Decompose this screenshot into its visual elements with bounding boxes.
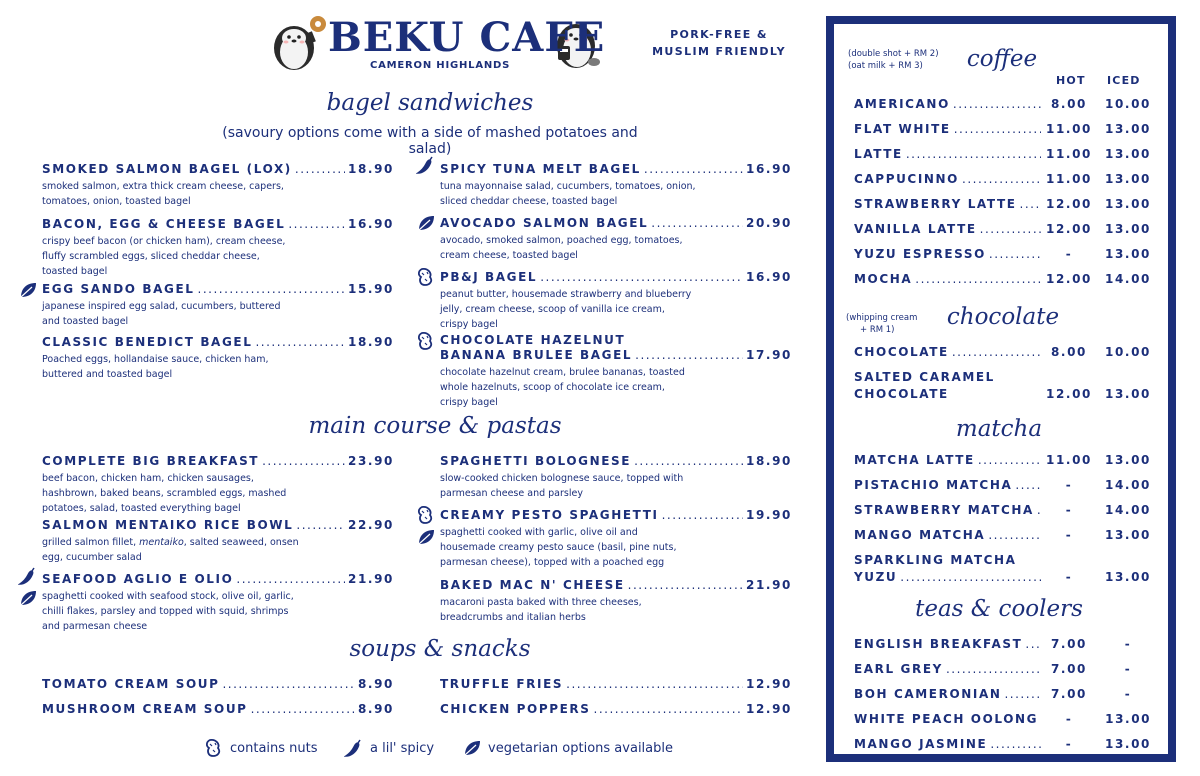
drink-hot-price: -: [1065, 478, 1073, 492]
drink-name: MANGO MATCHA: [854, 528, 986, 542]
drink-iced-price: 10.00: [1105, 97, 1151, 111]
drink-iced-price: -: [1124, 637, 1132, 651]
drink-hot-price: 11.00: [1046, 147, 1092, 161]
item-description: avocado, smoked salmon, poached egg, tomatoes, cream cheese, toasted bagel: [440, 235, 683, 261]
menu-item: [42, 217, 394, 279]
desc-italic: mentaiko: [139, 537, 184, 548]
item-price: 21.90: [348, 572, 394, 586]
drink-iced-price: 14.00: [1105, 503, 1151, 517]
menu-item: [440, 578, 792, 625]
item-price: 16.90: [746, 162, 792, 176]
item-name: SEAFOOD AGLIO E OLIO: [42, 572, 234, 586]
bagels-section-title: bagel sandwiches: [326, 90, 534, 116]
menu-item: [42, 335, 394, 382]
drink-name: EARL GREY: [854, 662, 943, 676]
drink-row: [854, 478, 1159, 493]
drink-row: [854, 147, 1159, 162]
item-price: 8.90: [357, 702, 394, 716]
coffee-note: [848, 48, 939, 72]
drink-name: ENGLISH BREAKFAST: [854, 637, 1023, 651]
chocolate-note-line: + RM 1): [860, 325, 895, 335]
drink-row: [854, 687, 1159, 702]
drink-name: STRAWBERRY LATTE: [854, 197, 1017, 211]
coffee-note-line: (oat milk + RM 3): [848, 61, 923, 71]
chocolate-title: chocolate: [946, 304, 1060, 330]
drink-name: AMERICANO: [854, 97, 950, 111]
menu-item: [42, 702, 394, 717]
drink-row: [854, 637, 1159, 652]
drink-iced-price: 13.00: [1105, 197, 1151, 211]
drink-name: BOH CAMERONIAN: [854, 687, 1002, 701]
item-name: CREAMY PESTO SPAGHETTI: [440, 508, 659, 522]
item-name: EGG SANDO BAGEL: [42, 282, 195, 296]
menu-item: [42, 677, 394, 692]
item-description: beef bacon, chicken ham, chicken sausages, hashbrown, baked beans, scrambled eggs, mashed potatoes, salad, toasted everything bagel: [42, 473, 287, 514]
hot-column-header: HOT: [1056, 74, 1086, 87]
drink-name: PISTACHIO MATCHA: [854, 478, 1013, 492]
drink-hot-price: 7.00: [1050, 637, 1087, 651]
menu-item: [440, 162, 792, 209]
leaf-icon: [18, 588, 38, 608]
menu-item: [42, 162, 394, 209]
peanut-icon: [416, 267, 436, 287]
item-name: CHOCOLATE HAZELNUT BANANA BRULEE BAGEL: [440, 333, 633, 362]
drink-row: [854, 345, 1159, 360]
drink-row: [854, 662, 1159, 677]
drink-name: YUZU: [854, 570, 898, 584]
item-description: spaghetti cooked with garlic, olive oil and housemade creamy pesto sauce (basil, pine nuts, parmesan cheese), topped with a poached egg: [440, 527, 677, 568]
drinks-panel-inner: [834, 24, 1168, 754]
item-price: 16.90: [348, 217, 394, 231]
item-price: 12.90: [746, 702, 792, 716]
drink-name: CHOCOLATE: [854, 387, 949, 401]
menu-item: [42, 282, 394, 329]
soups-section-title: soups & snacks: [349, 636, 531, 662]
legend-veg: [462, 738, 673, 758]
item-name: SMOKED SALMON BAGEL (LOX): [42, 162, 292, 176]
drink-iced-price: -: [1124, 662, 1132, 676]
bagels-section-subtitle: (savoury options come with a side of mashed potatoes and salad): [222, 125, 638, 157]
drink-iced-price: 13.00: [1105, 737, 1151, 751]
item-price: 21.90: [746, 578, 792, 592]
menu-item: [42, 454, 394, 516]
peanut-icon: [416, 505, 436, 525]
menu-item: [440, 702, 792, 717]
cafe-location: CAMERON HIGHLANDS: [370, 60, 511, 71]
drink-row: [854, 97, 1159, 112]
peanut-icon: [416, 331, 436, 351]
drink-iced-price: -: [1124, 687, 1132, 701]
leaf-icon: [18, 280, 38, 300]
item-description: smoked salmon, extra thick cream cheese, capers, tomatoes, onion, toasted bagel: [42, 181, 284, 207]
drink-hot-price: 8.00: [1050, 345, 1087, 359]
drink-row: [854, 737, 1159, 752]
drink-row: [854, 222, 1159, 237]
drink-hot-price: 11.00: [1046, 172, 1092, 186]
drink-hot-price: 8.00: [1050, 97, 1087, 111]
item-description: [42, 535, 394, 565]
drink-hot-price: 12.00: [1046, 387, 1092, 401]
leaf-icon: [462, 738, 482, 758]
drink-iced-price: 13.00: [1105, 172, 1151, 186]
drink-iced-price: 13.00: [1105, 222, 1151, 236]
item-name: TOMATO CREAM SOUP: [42, 677, 220, 691]
legend-nuts: [204, 738, 318, 758]
drink-hot-price: 11.00: [1046, 453, 1092, 467]
drink-hot-price: 7.00: [1050, 662, 1087, 676]
drink-hot-price: 12.00: [1046, 197, 1092, 211]
drink-iced-price: 13.00: [1105, 453, 1151, 467]
drink-name: YUZU ESPRESSO: [854, 247, 986, 261]
item-price: 8.90: [357, 677, 394, 691]
item-price: 20.90: [746, 216, 792, 230]
drink-name: STRAWBERRY MATCHA: [854, 503, 1034, 517]
item-description: crispy beef bacon (or chicken ham), cream cheese, fluffy scrambled eggs, sliced cheddar cheese, toasted bagel: [42, 236, 286, 277]
item-name: MUSHROOM CREAM SOUP: [42, 702, 248, 716]
item-description: slow-cooked chicken bolognese sauce, topped with parmesan cheese and parsley: [440, 473, 684, 499]
drink-name: VANILLA LATTE: [854, 222, 977, 236]
item-description: chocolate hazelnut cream, brulee bananas, toasted whole hazelnuts, scoop of chocolate ice cream, crispy bagel: [440, 367, 685, 408]
drink-row: [854, 172, 1159, 187]
drink-hot-price: 12.00: [1046, 222, 1092, 236]
drink-row: [854, 712, 1159, 727]
drink-row: [854, 370, 1159, 402]
item-price: 18.90: [746, 454, 792, 468]
drink-iced-price: 14.00: [1105, 478, 1151, 492]
drink-hot-price: 7.00: [1050, 687, 1087, 701]
mains-section-title: main course & pastas: [308, 413, 562, 439]
drink-iced-price: 13.00: [1105, 387, 1151, 401]
item-description: macaroni pasta baked with three cheeses, breadcrumbs and italian herbs: [440, 597, 642, 623]
drink-iced-price: 14.00: [1105, 272, 1151, 286]
item-description: tuna mayonnaise salad, cucumbers, tomatoes, onion, sliced cheddar cheese, toasted bagel: [440, 181, 696, 207]
drink-row: [854, 553, 1159, 585]
chocolate-note-line: (whipping cream: [846, 313, 918, 323]
drink-row: [854, 122, 1159, 137]
penguin-donut-icon: [266, 14, 328, 74]
iced-column-header: ICED: [1107, 74, 1141, 87]
drink-iced-price: 13.00: [1105, 122, 1151, 136]
badge-line-1: PORK-FREE &: [670, 28, 768, 41]
item-price: 15.90: [348, 282, 394, 296]
item-name: COMPLETE BIG BREAKFAST: [42, 454, 260, 468]
pork-free-badge: [644, 26, 794, 60]
item-price: 16.90: [746, 270, 792, 284]
peanut-icon: [204, 738, 224, 758]
menu-item: [440, 216, 792, 263]
item-price: 12.90: [746, 677, 792, 691]
item-description: japanese inspired egg salad, cucumbers, buttered and toasted bagel: [42, 301, 281, 327]
menu-item: [440, 508, 792, 570]
teas-title: teas & coolers: [915, 596, 1083, 622]
item-price: 23.90: [348, 454, 394, 468]
desc-part: , salted seaweed, onsen egg, cucumber salad: [42, 537, 299, 563]
drink-hot-price: -: [1065, 570, 1073, 584]
leaf-icon: [416, 213, 436, 233]
menu-item: [42, 572, 394, 634]
drink-iced-price: 13.00: [1105, 528, 1151, 542]
drink-hot-price: -: [1065, 528, 1073, 542]
drink-row: [854, 528, 1159, 543]
menu-item: [440, 270, 792, 332]
drink-name: CHOCOLATE: [854, 345, 949, 359]
drink-name: CAPPUCINNO: [854, 172, 959, 186]
legend-label: a lil' spicy: [370, 740, 435, 756]
item-name: SPICY TUNA MELT BAGEL: [440, 162, 641, 176]
drink-hot-price: 12.00: [1046, 272, 1092, 286]
item-name: TRUFFLE FRIES: [440, 677, 564, 691]
drinks-panel: [826, 16, 1176, 762]
drink-name: WHITE PEACH OOLONG: [854, 712, 1039, 726]
drink-iced-price: 10.00: [1105, 345, 1151, 359]
item-name: PB&J BAGEL: [440, 270, 538, 284]
item-price: 19.90: [746, 508, 792, 522]
drink-hot-price: 11.00: [1046, 122, 1092, 136]
drink-name: MATCHA LATTE: [854, 453, 975, 467]
item-name: SALMON MENTAIKO RICE BOWL: [42, 518, 294, 532]
drink-row: [854, 197, 1159, 212]
item-name: CHICKEN POPPERS: [440, 702, 591, 716]
drink-row: [854, 272, 1159, 287]
drink-name: MOCHA: [854, 272, 913, 286]
cafe-name: BEKU CAFE: [328, 14, 606, 61]
chocolate-note: [846, 312, 917, 336]
drink-name-line: SALTED CARAMEL: [854, 370, 995, 384]
item-name: SPAGHETTI BOLOGNESE: [440, 454, 632, 468]
desc-part: grilled salmon fillet,: [42, 537, 140, 548]
item-name: CLASSIC BENEDICT BAGEL: [42, 335, 253, 349]
item-name: AVOCADO SALMON BAGEL: [440, 216, 649, 230]
item-name: BACON, EGG & CHEESE BAGEL: [42, 217, 286, 231]
drink-name-line: SPARKLING MATCHA: [854, 553, 1017, 567]
drink-iced-price: 13.00: [1105, 247, 1151, 261]
drink-iced-price: 13.00: [1105, 570, 1151, 584]
legend-label: vegetarian options available: [488, 740, 673, 756]
item-description: peanut butter, housemade strawberry and blueberry jelly, cream cheese, scoop of vanilla ice cream, crispy bagel: [440, 289, 692, 330]
drink-name: MANGO JASMINE: [854, 737, 988, 751]
item-price: 17.90: [746, 348, 792, 362]
drink-name: LATTE: [854, 147, 903, 161]
drink-iced-price: 13.00: [1105, 147, 1151, 161]
item-price: 18.90: [348, 335, 394, 349]
drink-iced-price: 13.00: [1105, 712, 1152, 726]
item-name: BAKED MAC N' CHEESE: [440, 578, 625, 592]
menu-item: [42, 518, 394, 565]
chilli-icon: [18, 566, 38, 586]
menu-item: [440, 454, 792, 501]
item-price: 18.90: [348, 162, 394, 176]
badge-line-2: MUSLIM FRIENDLY: [652, 45, 786, 58]
legend-label: contains nuts: [230, 740, 318, 756]
chilli-icon: [344, 738, 364, 758]
drink-row: [854, 453, 1159, 468]
matcha-title: matcha: [955, 416, 1043, 442]
menu-item: [440, 333, 792, 410]
menu-item: [440, 677, 792, 692]
drink-hot-price: -: [1065, 247, 1073, 261]
chilli-icon: [416, 155, 436, 175]
coffee-title: coffee: [966, 46, 1038, 72]
coffee-note-line: (double shot + RM 2): [848, 49, 939, 59]
drink-hot-price: -: [1065, 503, 1073, 517]
drink-hot-price: -: [1065, 712, 1073, 726]
drink-row: [854, 247, 1159, 262]
legend-spicy: [344, 738, 434, 758]
drink-hot-price: -: [1065, 737, 1073, 751]
drink-name: FLAT WHITE: [854, 122, 951, 136]
drink-row: [854, 503, 1159, 518]
item-price: 22.90: [348, 518, 394, 532]
leaf-icon: [416, 527, 436, 547]
item-description: spaghetti cooked with seafood stock, olive oil, garlic, chilli flakes, parsley and topped with squid, shrimps and parmesan cheese: [42, 591, 294, 632]
item-description: Poached eggs, hollandaise sauce, chicken ham, buttered and toasted bagel: [42, 354, 269, 380]
